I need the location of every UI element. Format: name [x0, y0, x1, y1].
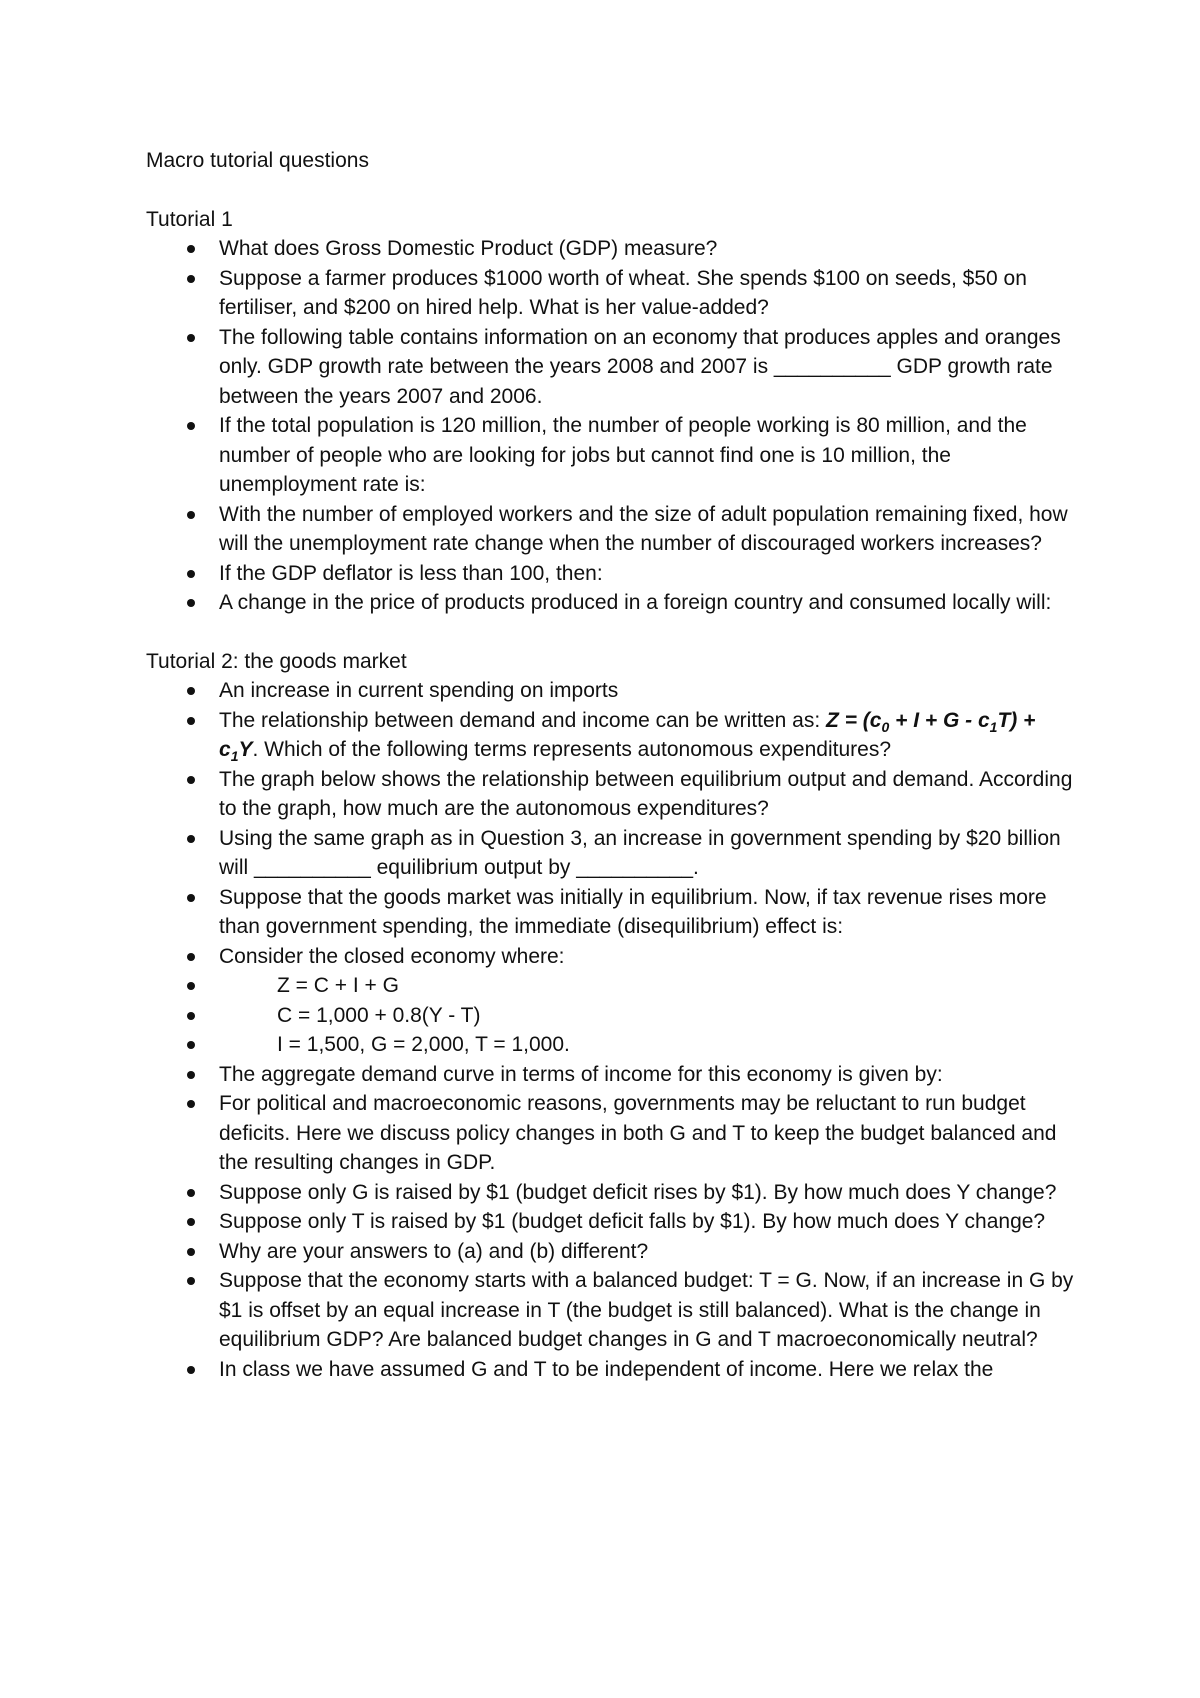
tutorial-2-section: [146, 647, 1076, 1385]
question-text: Suppose a farmer produces $1000 worth of wheat. She spends $100 on seeds, $50 on fertiliser, and $200 on hired help. What is her value-added?: [219, 266, 1027, 319]
question-text-before-equation: The relationship between demand and income can be written as:: [219, 708, 827, 732]
question-text: If the GDP deflator is less than 100, then:: [219, 561, 603, 585]
equation-text: Z = C + I + G: [277, 974, 399, 997]
list-item: [146, 411, 1076, 500]
list-item: [146, 1060, 1076, 1090]
equation-part: + I + G - c: [889, 708, 990, 732]
list-item: [146, 971, 1076, 1001]
list-item: [146, 323, 1076, 412]
list-item: [146, 1089, 1076, 1178]
equation-part: T): [997, 708, 1018, 732]
list-item: [146, 1355, 1076, 1385]
list-item: [146, 706, 1076, 765]
question-text: An increase in current spending on imports: [219, 679, 619, 702]
list-item: [146, 676, 1076, 706]
equation-subscript: 0: [881, 718, 890, 735]
tutorial-1-section: [146, 205, 1076, 618]
list-item: [146, 234, 1076, 264]
question-text-after-equation: . Which of the following terms represents autonomous expenditures?: [252, 738, 892, 761]
question-text: Suppose that the economy starts with a balanced budget: T = G. Now, if an increase in G by $1 is offset by an equal increase in T (the budget is still balanced). What is the change in equilibrium GDP? Are balanced budget changes in G and T macroeconomically neutral?: [219, 1269, 1074, 1351]
question-text: The aggregate demand curve in terms of income for this economy is given by:: [219, 1062, 943, 1086]
list-item: [146, 942, 1076, 972]
list-item: [146, 765, 1076, 824]
list-item: [146, 883, 1076, 942]
list-item: [146, 264, 1076, 323]
tutorial-2-question-list: [146, 676, 1076, 1384]
question-text: What does Gross Domestic Product (GDP) measure?: [219, 237, 718, 260]
equation-subscript: 1: [989, 718, 998, 735]
document-page: [146, 146, 1076, 1384]
equation-part: + c: [219, 708, 1036, 761]
question-text: Why are your answers to (a) and (b) different?: [219, 1239, 649, 1263]
equation-subscript: 1: [230, 748, 239, 765]
question-text: The following table contains information on an economy that produces apples and oranges only. GDP growth rate between the years 2008 and 2007 is __________ GDP growth rate between the years 2007 and 2006.: [219, 325, 1061, 408]
equation-text: C = 1,000 + 0.8(Y - T): [277, 1003, 481, 1027]
question-text: With the number of employed workers and the size of adult population remaining fixed, how will the unemployment rate change when the number of discouraged workers increases?: [219, 502, 1068, 555]
question-text: If the total population is 120 million, the number of people working is 80 million, and the number of people who are looking for jobs but cannot find one is 10 million, the unemployment rate is:: [219, 414, 1027, 496]
question-text: In class we have assumed G and T to be independent of income. Here we relax the: [219, 1357, 994, 1381]
question-text: Using the same graph as in Question 3, an increase in government spending by $20 billion will __________ equilibrium output by __________.: [219, 826, 1061, 879]
tutorial-2-heading: Tutorial 2: the goods market: [146, 649, 407, 673]
question-text: Suppose that the goods market was initially in equilibrium. Now, if tax revenue rises more than government spending, the immediate (disequilibrium) effect is:: [219, 885, 1047, 938]
question-text: [219, 708, 1036, 765]
question-text: Suppose only T is raised by $1 (budget deficit falls by $1). By how much does Y change?: [219, 1210, 1046, 1233]
question-text: Suppose only G is raised by $1 (budget deficit rises by $1). By how much does Y change?: [219, 1180, 1057, 1204]
list-item: [146, 588, 1076, 618]
list-item: [146, 1266, 1076, 1355]
equation-text: I = 1,500, G = 2,000, T = 1,000.: [277, 1033, 570, 1056]
list-item: [146, 1207, 1076, 1237]
list-item: [146, 1178, 1076, 1208]
list-item: [146, 500, 1076, 559]
list-item: [146, 559, 1076, 589]
question-text: A change in the price of products produced in a foreign country and consumed locally will:: [219, 591, 1052, 614]
tutorial-1-heading: Tutorial 1: [146, 207, 233, 231]
equation-part: Y: [238, 738, 253, 761]
list-item: [146, 824, 1076, 883]
list-item: [146, 1001, 1076, 1031]
question-text: Consider the closed economy where:: [219, 944, 565, 968]
question-text: The graph below shows the relationship between equilibrium output and demand. According to the graph, how much are the autonomous expenditures?: [219, 767, 1073, 820]
list-item: [146, 1237, 1076, 1267]
tutorial-1-question-list: [146, 234, 1076, 618]
document-title: Macro tutorial questions: [146, 149, 369, 172]
list-item: [146, 1030, 1076, 1060]
question-text: For political and macroeconomic reasons, governments may be reluctant to run budget deficits. Here we discuss policy changes in both G and T to keep the budget balanced and the resulting changes in GDP.: [219, 1092, 1057, 1174]
equation-part: Z = (c: [826, 708, 882, 732]
